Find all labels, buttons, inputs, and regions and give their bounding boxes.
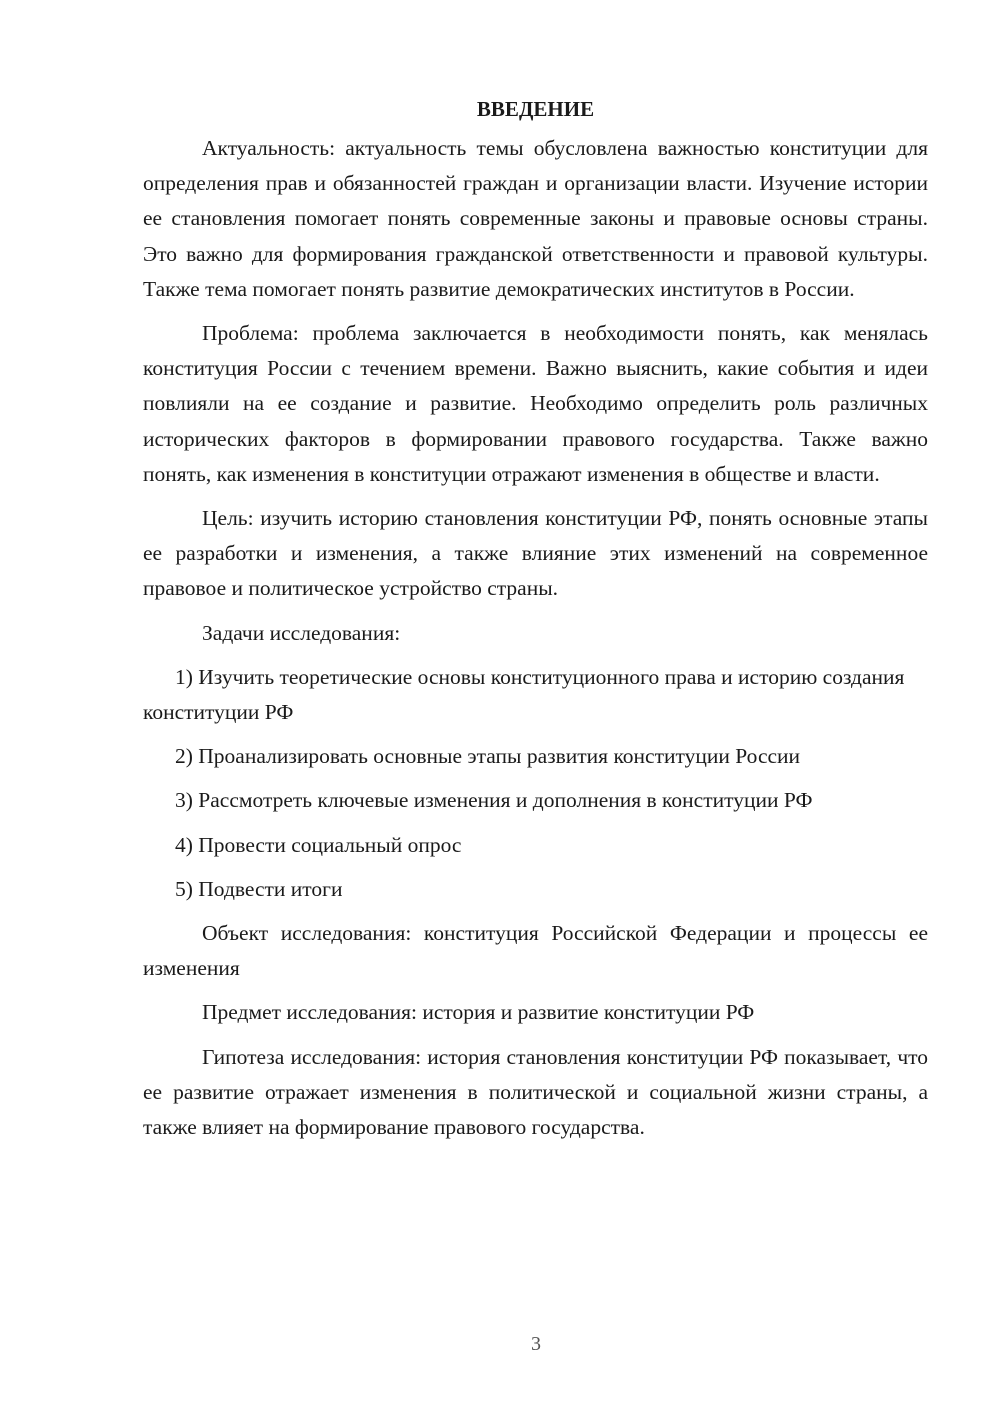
document-page xyxy=(143,92,928,1154)
task-item-4: 4) Провести социальный опрос xyxy=(175,832,462,857)
task-item-5: 5) Подвести итоги xyxy=(175,876,343,901)
object-paragraph: Объект исследования: конституция Российской Федерации и процессы ее изменения xyxy=(143,921,928,981)
subject-paragraph: Предмет исследования: история и развитие конституции РФ xyxy=(202,1000,755,1025)
tasks-heading: Задачи исследования: xyxy=(202,620,401,645)
goal-paragraph: Цель: изучить историю становления конституции РФ, понять основные этапы ее разработки и изменения, а также влияние этих изменений на современное правовое и политическое устройство страны. xyxy=(143,506,928,601)
section-title: ВВЕДЕНИЕ xyxy=(476,97,595,121)
hypothesis-paragraph: Гипотеза исследования: история становления конституции РФ показывает, что ее развитие отражает изменения в политической и социальной жизни страны, а также влияет на формирование правового государства. xyxy=(143,1044,928,1140)
page-number: 3 xyxy=(531,1333,541,1355)
task-item-2: 2) Проанализировать основные этапы развития конституции России xyxy=(175,744,801,769)
problem-paragraph: Проблема: проблема заключается в необходимости понять, как менялась конституция России с течением времени. Важно выяснить, какие события и идеи повлияли на ее создание и развитие. Необходимо определить роль различных исторических факторов в формировании правового государства. Также важно понять, как изменения в конституции отражают изменения в обществе и власти. xyxy=(143,321,928,486)
task-item-1: 1) Изучить теоретические основы конституционного права и историю создания конституции РФ xyxy=(143,664,905,725)
task-item-3: 3) Рассмотреть ключевые изменения и дополнения в конституции РФ xyxy=(175,788,813,813)
relevance-paragraph: Актуальность: актуальность темы обусловлена важностью конституции для определения прав и обязанностей граждан и организации власти. Изучение истории ее становления помогает понять современные законы и правовые основы страны. Это важно для формирования гражданской ответственности и правовой культуры. Также тема помогает понять развитие демократических институтов в России. xyxy=(143,136,928,301)
